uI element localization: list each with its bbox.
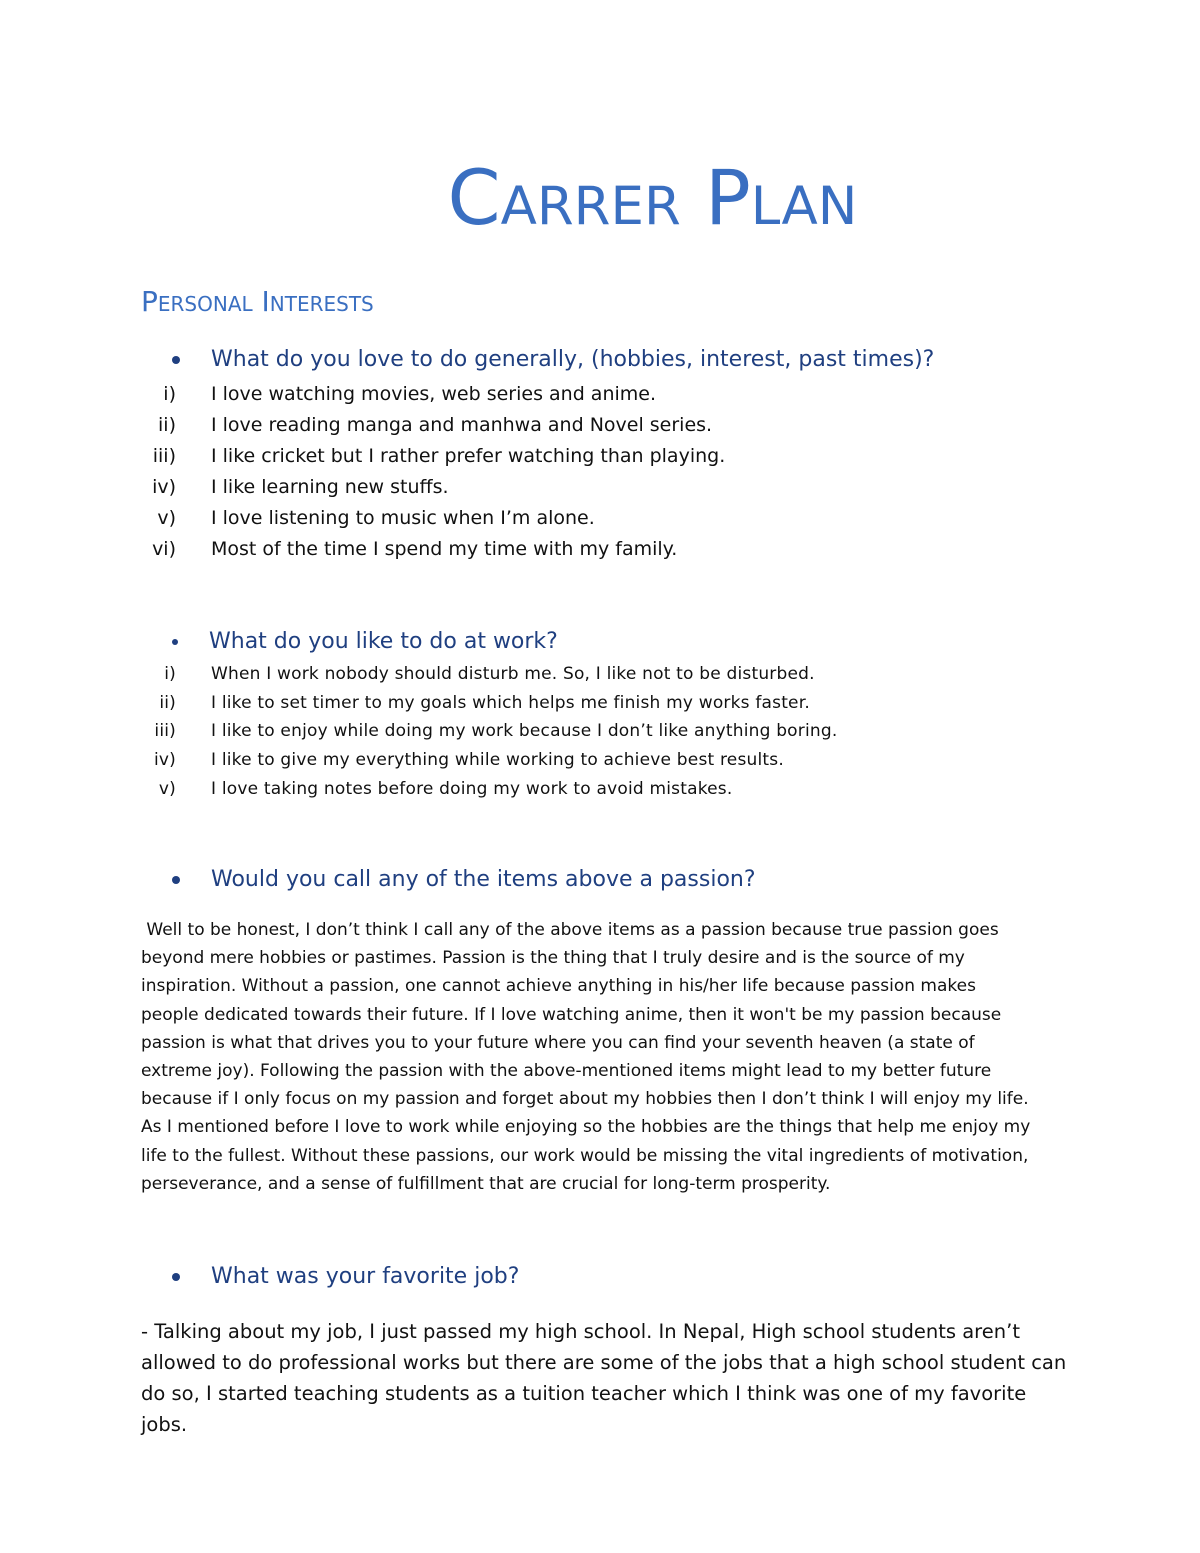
paragraph-line: perseverance, and a sense of fulfillment that are crucial for long-term prosperity. xyxy=(141,1173,831,1194)
paragraph-line: allowed to do professional works but there are some of the jobs that a high school student can xyxy=(141,1351,1067,1374)
question-2-text: What do you like to do at work? xyxy=(209,629,558,654)
paragraph-line: - Talking about my job, I just passed my high school. In Nepal, High school students aren’t xyxy=(141,1320,1020,1343)
bullet-icon xyxy=(172,356,180,364)
section-heading: Personal Interests xyxy=(141,285,374,318)
question-3 xyxy=(172,869,756,891)
paragraph-line: inspiration. Without a passion, one cannot achieve anything in his/her life because passion makes xyxy=(141,976,976,997)
question-2 xyxy=(172,631,558,653)
question-4 xyxy=(172,1266,519,1288)
question-1 xyxy=(172,349,934,371)
paragraph-line: Well to be honest, I don’t think I call any of the above items as a passion because true passion goes xyxy=(141,920,999,940)
paragraph-line: because if I only focus on my passion and forget about my hobbies then I don’t think I will enjoy my life. xyxy=(141,1089,1029,1110)
bullet-icon xyxy=(172,876,180,884)
paragraph-line: life to the fullest. Without these passions, our work would be missing the vital ingredients of motivation, xyxy=(141,1145,1029,1166)
bullet-icon xyxy=(172,1273,180,1281)
paragraph-line: extreme joy). Following the passion with the above-mentioned items might lead to my better future xyxy=(141,1061,992,1082)
paragraph-line: As I mentioned before I love to work while enjoying so the hobbies are the things that help me enjoy my xyxy=(141,1117,1031,1138)
favorite-job-answer xyxy=(141,1316,1071,1440)
page-title: Carrer Plan xyxy=(447,153,858,242)
paragraph-line: passion is what that drives you to your future where you can find your seventh heaven (a state of xyxy=(141,1032,975,1053)
passion-answer xyxy=(141,916,1071,1198)
paragraph-line: beyond mere hobbies or pastimes. Passion is the thing that I truly desire and is the source of my xyxy=(141,948,965,969)
paragraph-line: do so, I started teaching students as a tuition teacher which I think was one of my favorite jobs. xyxy=(141,1382,1027,1436)
paragraph-line: people dedicated towards their future. If I love watching anime, then it won't be my passion because xyxy=(141,1004,1002,1025)
question-1-text: What do you love to do generally, (hobbies, interest, past times)? xyxy=(211,347,935,372)
question-4-text: What was your favorite job? xyxy=(211,1264,520,1289)
bullet-icon xyxy=(172,639,178,645)
document-page: Carrer Plan Personal Interests What do you love to do generally, (hobbies, interest, past times)? i) I love watching movies, web series and anime. ii) I love reading manga and manhwa and Novel series. iii) I like cricket but I rather prefer watching than playing. iv) I like learning new stuffs. v) I love listening to music when I’m alone. vi) Most of the time I spend my time with my family. What do you like to do at work? i) When I work nobody should disturb me. So, I like not to be disturbed. ii) I like to set timer to my goals which helps me finish my works faster. iii) I like to enjoy while doing my work because I don’t like anything boring. iv) I like to give my everything while working to achieve best results. v) I love taking notes before doing my work to avoid mistakes. Would you call any of the items above a passion? Well to be honest, I don’t think I call any of the above items as a passion because true passion goes beyond mere hobbies or pastimes. Passion is the thing that I truly desire and is the source of my inspiration. Without a passion, one cannot achieve anything in his/her life because passion makes people dedicated towards their future. If I love watching anime, then it won't be my passion because passion is what that drives you to your future where you can find your seventh heaven (a state of extreme joy). Following the passion with the above-mentioned items might lead to my better future because if I only focus on my passion and forget about my hobbies then I don’t think I will enjoy my life. As I mentioned before I love to work while enjoying so the hobbies are the things that help me enjoy my life to the fullest. Without these passions, our work would be missing the vital ingredients of motivation, perseverance, and a sense of fulfillment that are crucial for long-term prosperity. What was your favorite job? - Talking about my job, I just passed my high school. In Nepal, High school students aren’t allowed to do professional works but there are some of the jobs that a high school student can do so, I started teaching students as a tuition teacher which I think was one of my favorite jobs. xyxy=(0,0,1200,1553)
question-3-text: Would you call any of the items above a passion? xyxy=(211,867,756,892)
